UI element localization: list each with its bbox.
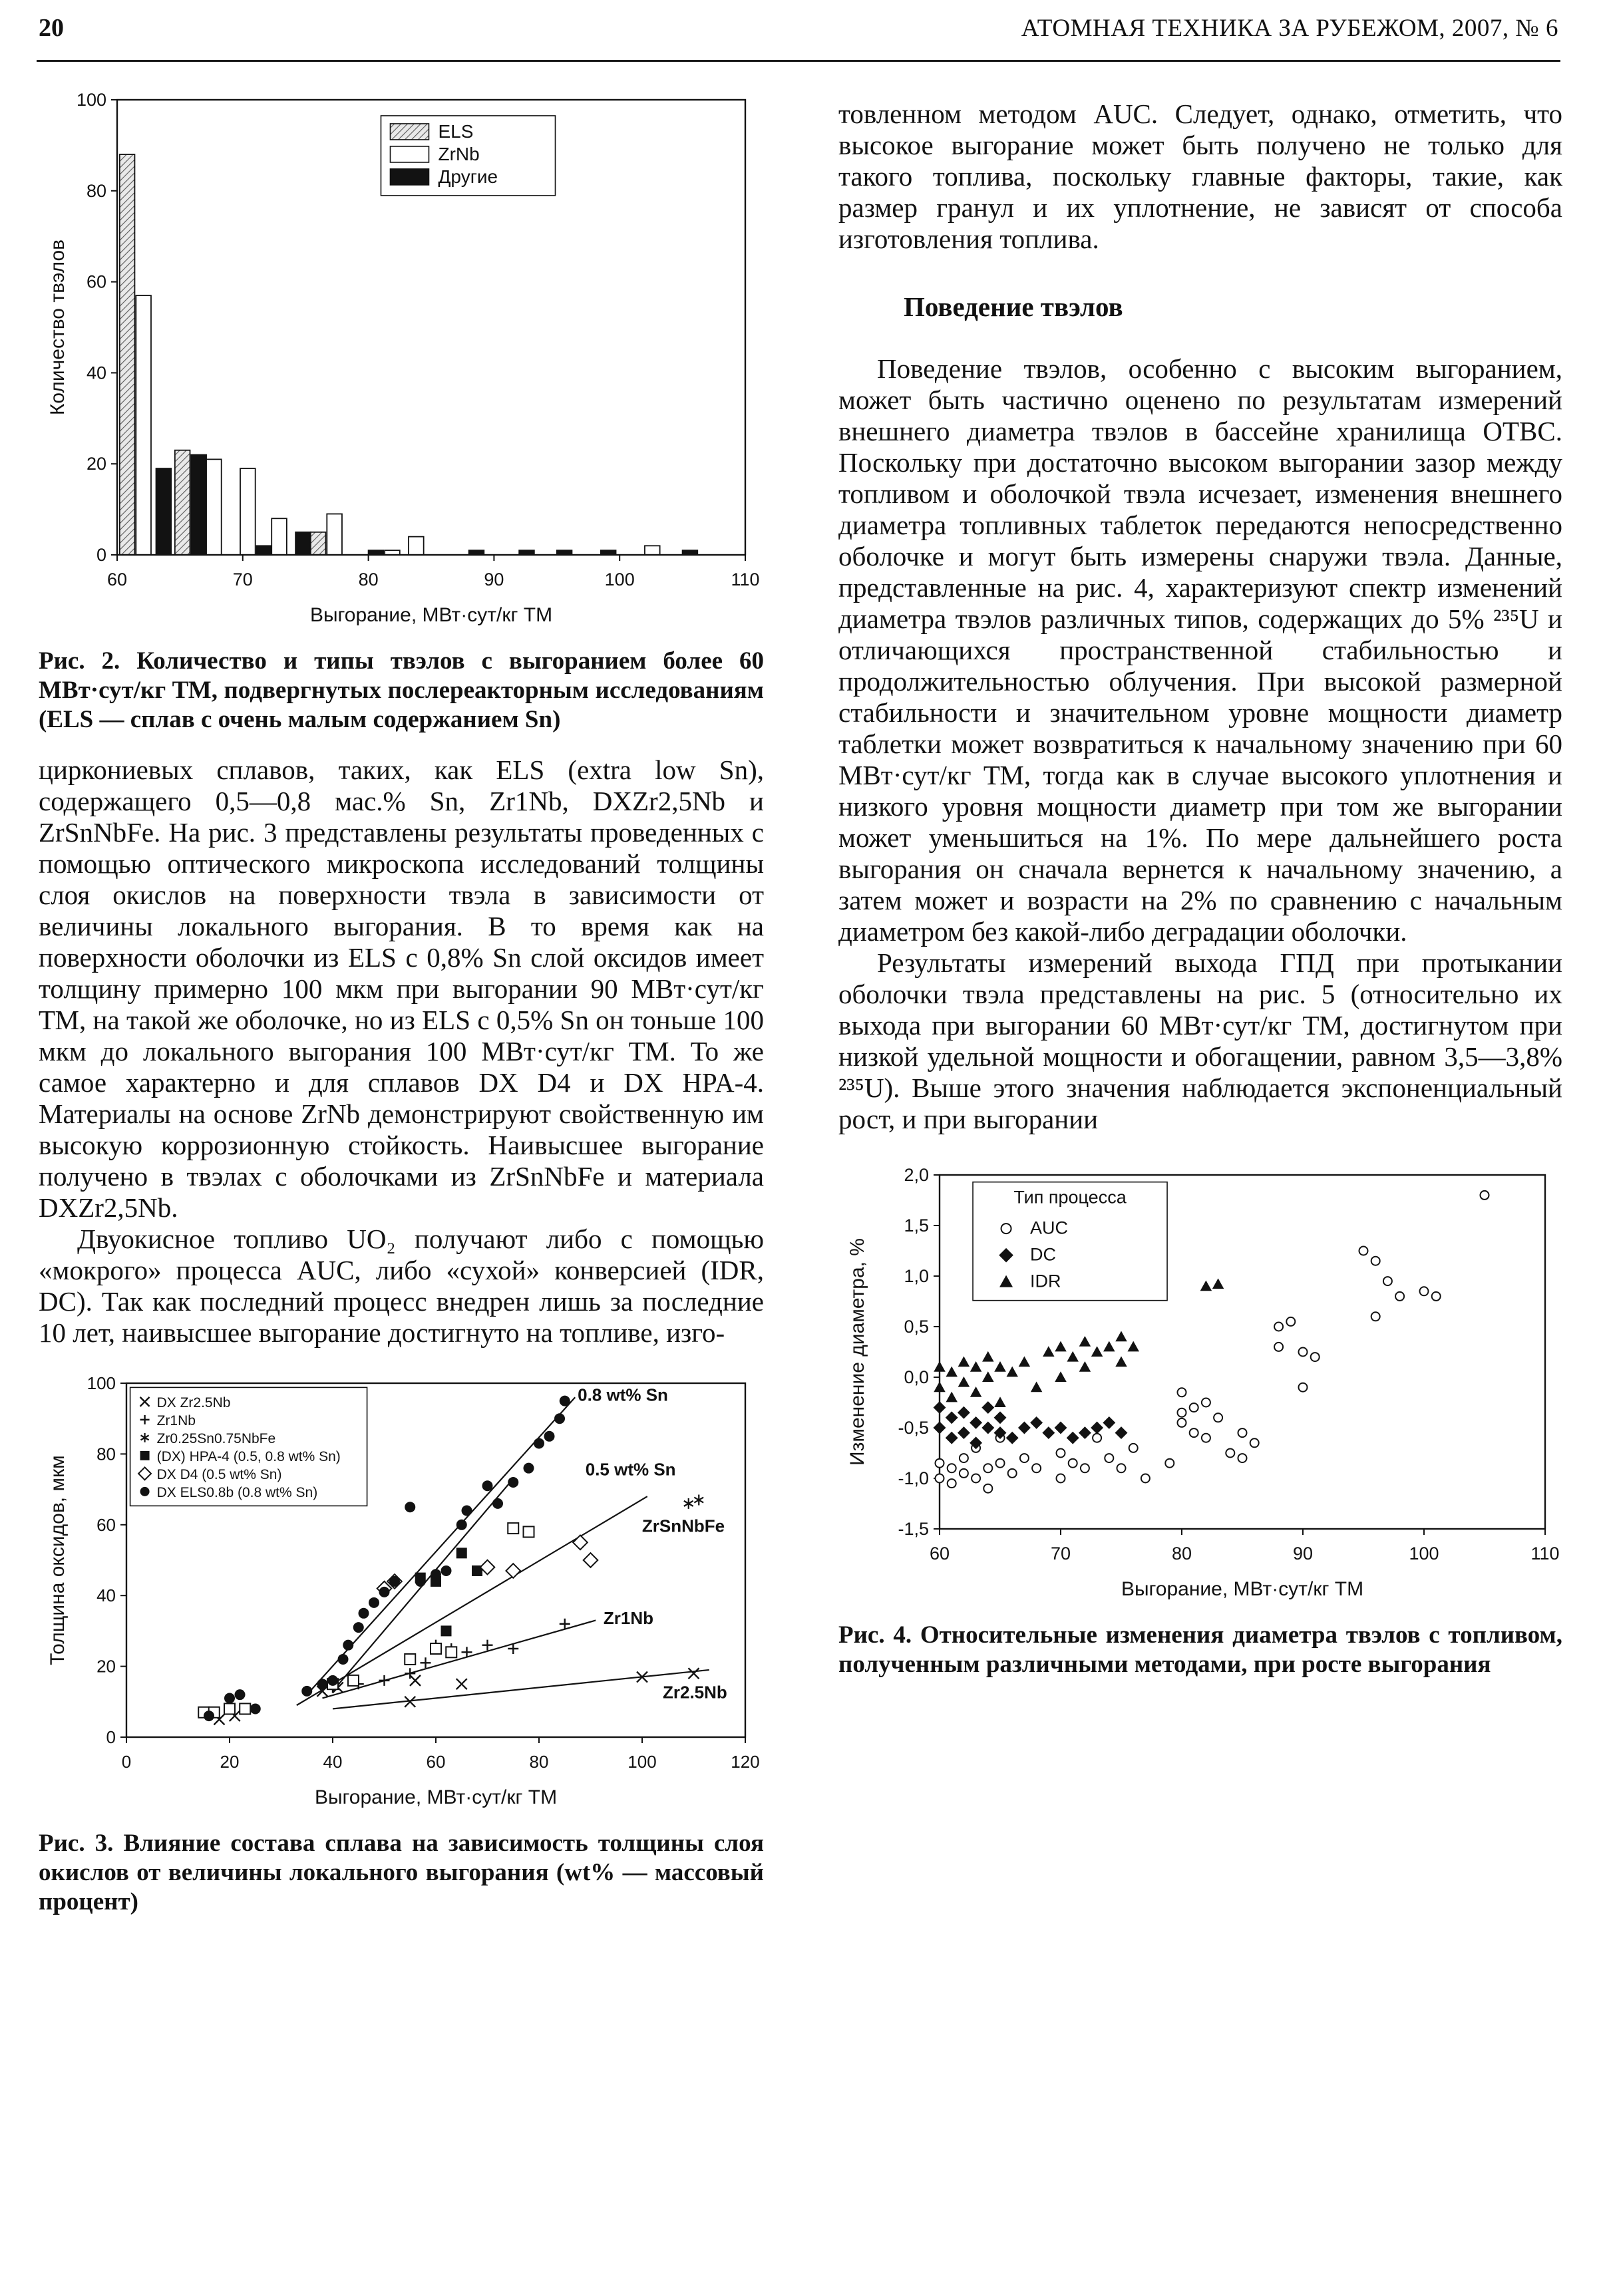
marker-filled-circle bbox=[359, 1608, 369, 1619]
y-axis-label: Толщина оксидов, мкм bbox=[47, 1455, 69, 1665]
marker-filled-circle bbox=[544, 1431, 555, 1442]
y-tick-label: 40 bbox=[96, 1585, 116, 1606]
section-heading: Поведение твэлов bbox=[904, 291, 1123, 322]
marker-filled-circle bbox=[554, 1413, 565, 1424]
fig2-bar-chart bbox=[39, 84, 764, 629]
marker-open-square bbox=[446, 1647, 456, 1657]
marker-open-circle bbox=[1202, 1434, 1210, 1442]
x-tick-label: 40 bbox=[323, 1752, 343, 1772]
marker-open-circle bbox=[1250, 1438, 1259, 1447]
marker-filled-circle bbox=[462, 1506, 472, 1516]
marker-filled-triangle bbox=[946, 1367, 958, 1377]
body-paragraph: циркониевых сплавов, таких, как ELS (extra low Sn), содержащего 0,5—0,8 мас.% Sn, Zr1Nb, DXZr2,5Nb и ZrSnNbFe. На рис. 3 представлены результаты проведенных с помощью оптического микроскопа исследований толщины слоя окислов на поверхности твэла в зависимости от величины локального выгорания. В то время как на поверхности оболочки из ELS с 0,8% Sn слой оксидов имеет толщину примерно 100 мкм при выгорании 90 МВт·сут/кг ТМ, на такой же оболочке, но из ELS с 0,5% Sn он тоньше 100 мкм до локального выгорания 100 МВт·сут/кг ТМ. То же самое характерно и для сплавов DX D4 и DX HPA-4. Материалы на основе ZrNb демонстрируют свойственную им высокую коррозионную стойкость. Наивысшее выгорание получено в твэлах с оболочками из ZrSnNbFe и материала DXZr2,5Nb. bbox=[39, 754, 764, 1223]
marker-open-circle bbox=[1032, 1464, 1041, 1472]
annotation: 0.5 wt% Sn bbox=[585, 1459, 676, 1480]
marker-open-circle bbox=[983, 1484, 992, 1493]
marker-star bbox=[694, 1495, 703, 1506]
marker-filled-circle bbox=[508, 1477, 518, 1488]
marker-open-circle bbox=[1420, 1287, 1429, 1295]
marker-open-circle bbox=[1178, 1418, 1186, 1427]
y-tick-label: -1,5 bbox=[898, 1519, 929, 1539]
marker-filled-triangle bbox=[1091, 1346, 1103, 1357]
marker-filled-diamond bbox=[981, 1422, 994, 1434]
marker-open-circle bbox=[1299, 1383, 1308, 1392]
legend-label: DX ELS0.8b (0.8 wt% Sn) bbox=[156, 1484, 318, 1500]
marker-filled-circle bbox=[405, 1502, 415, 1512]
marker-filled-circle bbox=[140, 1487, 150, 1496]
marker-open-circle bbox=[1311, 1353, 1320, 1361]
marker-filled-circle bbox=[441, 1565, 452, 1576]
bar bbox=[136, 295, 151, 555]
marker-open-circle bbox=[1432, 1292, 1441, 1301]
y-tick-label: 80 bbox=[96, 1444, 116, 1464]
marker-open-circle bbox=[960, 1454, 968, 1462]
marker-open-diamond bbox=[573, 1536, 588, 1550]
legend-swatch bbox=[390, 169, 429, 185]
marker-open-circle bbox=[1117, 1464, 1126, 1472]
y-tick-label: 0 bbox=[96, 545, 106, 565]
marker-open-circle bbox=[936, 1474, 944, 1483]
marker-open-square bbox=[431, 1643, 441, 1654]
annotation: 0.8 wt% Sn bbox=[578, 1385, 668, 1405]
marker-filled-circle bbox=[301, 1686, 312, 1697]
marker-open-circle bbox=[1238, 1428, 1247, 1437]
marker-open-circle bbox=[1481, 1191, 1489, 1200]
legend-label: IDR bbox=[1030, 1271, 1061, 1291]
marker-filled-triangle bbox=[1200, 1280, 1212, 1291]
marker-filled-diamond bbox=[1091, 1422, 1103, 1434]
marker-filled-triangle bbox=[958, 1356, 970, 1367]
legend-label: ZrNb bbox=[438, 143, 480, 164]
marker-filled-circle bbox=[534, 1438, 544, 1448]
x-tick-label: 100 bbox=[627, 1752, 657, 1772]
marker-filled-diamond bbox=[970, 1416, 982, 1429]
bar bbox=[191, 455, 206, 555]
marker-open-circle bbox=[1020, 1454, 1029, 1462]
marker-star bbox=[684, 1498, 693, 1509]
annotation: ZrSnNbFe bbox=[641, 1516, 725, 1536]
legend-label: ELS bbox=[438, 120, 474, 142]
marker-open-circle bbox=[1008, 1469, 1017, 1478]
x-tick-label: 70 bbox=[1050, 1544, 1071, 1563]
marker-filled-diamond bbox=[1103, 1416, 1115, 1429]
y-tick-label: 1,0 bbox=[904, 1266, 929, 1286]
y-tick-label: -1,0 bbox=[898, 1468, 929, 1488]
bar bbox=[120, 154, 135, 555]
bar bbox=[295, 532, 311, 555]
marker-open-circle bbox=[1069, 1459, 1077, 1468]
marker-filled-triangle bbox=[1067, 1351, 1079, 1362]
marker-filled-circle bbox=[327, 1675, 338, 1686]
marker-filled-triangle bbox=[1055, 1341, 1067, 1352]
marker-filled-triangle bbox=[1055, 1371, 1067, 1382]
y-tick-label: 100 bbox=[87, 1373, 116, 1393]
marker-filled-circle bbox=[379, 1587, 390, 1597]
x-tick-label: 120 bbox=[731, 1752, 760, 1772]
marker-filled-triangle bbox=[934, 1381, 946, 1392]
marker-filled-circle bbox=[415, 1576, 426, 1587]
page-header bbox=[39, 13, 1558, 43]
marker-filled-triangle bbox=[1127, 1341, 1139, 1352]
bar bbox=[327, 514, 342, 555]
marker-filled-diamond bbox=[1055, 1422, 1067, 1434]
marker-x bbox=[410, 1675, 421, 1686]
bar bbox=[206, 459, 222, 555]
marker-open-circle bbox=[1001, 1224, 1011, 1233]
marker-filled-circle bbox=[482, 1480, 493, 1491]
marker-filled-circle bbox=[250, 1703, 261, 1714]
marker-open-circle bbox=[960, 1469, 968, 1478]
marker-filled-circle bbox=[456, 1520, 467, 1530]
marker-open-circle bbox=[948, 1464, 956, 1472]
bar bbox=[409, 537, 424, 555]
x-tick-label: 60 bbox=[426, 1752, 446, 1772]
marker-plus bbox=[421, 1657, 431, 1668]
journal-title: АТОМНАЯ ТЕХНИКА ЗА РУБЕЖОМ, 2007, № 6 bbox=[1021, 15, 1558, 42]
marker-filled-diamond bbox=[1018, 1422, 1031, 1434]
marker-filled-diamond bbox=[1067, 1432, 1079, 1444]
marker-filled-triangle bbox=[970, 1387, 982, 1397]
marker-filled-triangle bbox=[1079, 1361, 1091, 1372]
marker-plus bbox=[405, 1668, 415, 1679]
marker-filled-diamond bbox=[934, 1422, 946, 1434]
marker-plus bbox=[482, 1640, 493, 1651]
marker-open-square bbox=[405, 1654, 415, 1665]
marker-open-circle bbox=[1238, 1454, 1247, 1462]
page-number: 20 bbox=[39, 14, 64, 42]
legend-label: Zr1Nb bbox=[156, 1412, 196, 1428]
marker-open-circle bbox=[1057, 1474, 1065, 1483]
marker-open-circle bbox=[1165, 1459, 1174, 1468]
bar bbox=[271, 518, 287, 555]
marker-filled-diamond bbox=[958, 1426, 970, 1439]
marker-filled-square bbox=[456, 1548, 467, 1558]
marker-filled-diamond bbox=[1030, 1416, 1043, 1429]
marker-filled-triangle bbox=[1031, 1381, 1043, 1392]
marker-open-circle bbox=[1371, 1312, 1380, 1321]
x-tick-label: 90 bbox=[484, 570, 504, 589]
marker-open-circle bbox=[948, 1479, 956, 1488]
marker-filled-diamond bbox=[946, 1432, 958, 1444]
body-paragraph: Двуокисное топливо UO₂ получают либо с помощью «мокрого» процесса AUC, либо «сухой» конверсией (IDR, DC). Так как последний процесс внедрен лишь за последние 10 лет, наивысшее выгорание достигнуто на топливе, изго- bbox=[39, 1224, 764, 1348]
marker-open-circle bbox=[936, 1459, 944, 1468]
x-tick-label: 90 bbox=[1292, 1544, 1314, 1563]
marker-filled-circle bbox=[235, 1689, 246, 1700]
marker-filled-triangle bbox=[1019, 1356, 1031, 1367]
marker-x bbox=[456, 1679, 467, 1689]
bar bbox=[240, 468, 256, 555]
x-tick-label: 0 bbox=[121, 1752, 132, 1772]
marker-filled-diamond bbox=[946, 1411, 958, 1424]
legend-label: (DX) HPA-4 (0.5, 0.8 wt% Sn) bbox=[156, 1448, 341, 1464]
body-paragraph: товленном методом AUC. Следует, однако, отметить, что высокое выгорание может быть получено не только для такого топлива, поскольку главные факторы, такие, как размер гранул и их уплотнение, не зависят от способа изготовления топлива. bbox=[838, 98, 1562, 254]
marker-open-circle bbox=[1214, 1413, 1222, 1422]
marker-filled-circle bbox=[369, 1597, 379, 1608]
legend-title: Тип процесса bbox=[1013, 1187, 1127, 1208]
y-tick-label: 0,5 bbox=[904, 1317, 929, 1337]
marker-filled-circle bbox=[560, 1396, 570, 1406]
legend-label: DX D4 (0.5 wt% Sn) bbox=[156, 1466, 282, 1482]
marker-open-circle bbox=[983, 1464, 992, 1472]
marker-filled-circle bbox=[343, 1640, 353, 1651]
x-axis-label: Выгорание, МВт·сут/кг ТМ bbox=[309, 604, 553, 626]
y-tick-label: 0,0 bbox=[904, 1367, 929, 1387]
x-axis-label: Выгорание, МВт·сут/кг ТМ bbox=[314, 1786, 558, 1808]
header-rule bbox=[37, 60, 1560, 62]
x-tick-label: 100 bbox=[604, 570, 635, 589]
marker-filled-circle bbox=[431, 1569, 441, 1579]
marker-open-square bbox=[508, 1523, 518, 1534]
marker-open-square bbox=[240, 1703, 250, 1714]
marker-filled-circle bbox=[317, 1679, 328, 1689]
marker-open-circle bbox=[1286, 1317, 1295, 1326]
marker-open-circle bbox=[1383, 1277, 1392, 1285]
marker-filled-circle bbox=[524, 1463, 534, 1474]
x-tick-label: 100 bbox=[1409, 1544, 1439, 1563]
marker-filled-triangle bbox=[946, 1392, 958, 1402]
marker-open-circle bbox=[1359, 1247, 1368, 1255]
legend-swatch bbox=[390, 146, 429, 162]
body-paragraph: Поведение твэлов, особенно с высоким выгоранием, может быть частично оценено по результатам измерений внешнего диаметра твэлов в бассейне хранилища ОТВС. Поскольку при достаточно высоком выгорании зазор между топливом и оболочкой твэла исчезает, изменения внешнего диаметра топливных таблеток передаются непосредственно оболочке и могут быть измерены снаружи твэла. Данные, представленные на рис. 4, характеризуют спектр изменений диаметра твэлов различных типов, содержащих до 5% ²³⁵U и отличающихся пространственной стабильностью и продолжительностью облучения. При высокой размерной стабильности и значительном уровне мощности диаметр таблетки может возвратиться к начальному значению при 60 МВт·сут/кг ТМ, тогда как в случае высокого уплотнения и низкого уровня мощности диаметр при том же выгорании может уменьшиться на 1%. По мере дальнейшего роста выгорания он сначала вернется к начальному значению, а затем может и возрасти на 2% по сравнению с начальным диаметром без какой-либо деградации оболочки. bbox=[838, 353, 1562, 947]
marker-filled-triangle bbox=[1043, 1346, 1055, 1357]
legend-label: AUC bbox=[1030, 1218, 1069, 1238]
x-tick-label: 110 bbox=[1530, 1544, 1560, 1563]
y-tick-label: 20 bbox=[86, 454, 106, 474]
marker-open-circle bbox=[1274, 1343, 1283, 1351]
y-axis-label: Количество твэлов bbox=[47, 239, 69, 416]
marker-open-circle bbox=[1178, 1388, 1186, 1396]
x-tick-label: 80 bbox=[358, 570, 379, 589]
bar bbox=[175, 450, 190, 555]
marker-filled-circle bbox=[204, 1711, 214, 1721]
marker-plus bbox=[379, 1675, 390, 1686]
marker-open-circle bbox=[1081, 1464, 1089, 1472]
marker-filled-triangle bbox=[982, 1371, 994, 1382]
marker-open-square bbox=[348, 1675, 359, 1686]
left-column bbox=[39, 84, 764, 1937]
legend-label: Другие bbox=[438, 166, 498, 187]
y-tick-label: 100 bbox=[76, 90, 106, 110]
trend-line bbox=[333, 1670, 709, 1709]
marker-filled-circle bbox=[224, 1693, 235, 1703]
legend-label: DX Zr2.5Nb bbox=[156, 1394, 231, 1410]
fig4-scatter-chart bbox=[838, 1164, 1564, 1603]
marker-filled-diamond bbox=[1115, 1426, 1128, 1439]
marker-open-circle bbox=[1093, 1434, 1101, 1442]
marker-filled-triangle bbox=[1115, 1331, 1127, 1341]
marker-filled-square bbox=[140, 1451, 150, 1460]
x-tick-label: 110 bbox=[731, 570, 760, 589]
y-tick-label: 60 bbox=[86, 271, 106, 292]
marker-open-circle bbox=[1299, 1348, 1308, 1357]
marker-open-circle bbox=[972, 1474, 980, 1483]
marker-open-circle bbox=[1190, 1403, 1198, 1412]
x-tick-label: 70 bbox=[232, 570, 253, 589]
marker-filled-triangle bbox=[994, 1396, 1006, 1407]
marker-filled-square bbox=[441, 1625, 452, 1636]
marker-filled-diamond bbox=[958, 1406, 970, 1419]
marker-x bbox=[689, 1668, 699, 1679]
marker-open-circle bbox=[1202, 1398, 1210, 1407]
annotation: Zr1Nb bbox=[603, 1607, 653, 1628]
x-tick-label: 60 bbox=[929, 1544, 950, 1563]
y-tick-label: 1,5 bbox=[904, 1216, 929, 1235]
right-column bbox=[838, 98, 1562, 1699]
marker-open-circle bbox=[1395, 1292, 1404, 1301]
marker-filled-circle bbox=[338, 1654, 349, 1665]
bar bbox=[257, 546, 272, 555]
marker-open-circle bbox=[1057, 1449, 1065, 1458]
marker-filled-triangle bbox=[958, 1377, 970, 1387]
y-tick-label: -0,5 bbox=[898, 1418, 929, 1438]
bar bbox=[645, 546, 660, 555]
marker-open-circle bbox=[1141, 1474, 1150, 1483]
fig2-caption: Рис. 2. Количество и типы твэлов с выгоранием более 60 МВт·сут/кг ТМ, подвергнутых послереакторным исследованиям (ELS — сплав с очень малым содержанием Sn) bbox=[39, 647, 764, 733]
marker-open-circle bbox=[996, 1459, 1005, 1468]
marker-open-circle bbox=[1178, 1408, 1186, 1417]
marker-filled-triangle bbox=[994, 1361, 1006, 1372]
marker-open-circle bbox=[1226, 1449, 1234, 1458]
marker-filled-circle bbox=[353, 1622, 364, 1633]
bar bbox=[311, 532, 326, 555]
marker-filled-triangle bbox=[1212, 1278, 1224, 1289]
marker-open-diamond bbox=[584, 1553, 598, 1567]
legend-label: DC bbox=[1030, 1244, 1057, 1265]
fig4-caption: Рис. 4. Относительные изменения диаметра твэлов с топливом, полученным различными методами, при росте выгорания bbox=[838, 1621, 1562, 1678]
x-tick-label: 80 bbox=[529, 1752, 549, 1772]
marker-filled-triangle bbox=[1006, 1367, 1018, 1377]
marker-filled-triangle bbox=[970, 1361, 982, 1372]
marker-filled-triangle bbox=[1115, 1356, 1127, 1367]
marker-open-circle bbox=[1371, 1257, 1380, 1265]
marker-filled-circle bbox=[389, 1576, 400, 1587]
marker-open-square bbox=[224, 1703, 235, 1714]
marker-filled-triangle bbox=[934, 1361, 946, 1372]
marker-filled-diamond bbox=[934, 1401, 946, 1414]
legend-swatch bbox=[390, 124, 429, 140]
y-tick-label: 80 bbox=[86, 180, 106, 201]
marker-filled-diamond bbox=[981, 1401, 994, 1414]
y-axis-label: Изменение диаметра, % bbox=[846, 1238, 868, 1466]
marker-open-circle bbox=[1129, 1444, 1138, 1452]
fig3-caption: Рис. 3. Влияние состава сплава на зависимость толщины слоя окислов от величины локального выгорания (wt% — массовый процент) bbox=[39, 1830, 764, 1915]
x-axis-label: Выгорание, МВт·сут/кг ТМ bbox=[1121, 1578, 1364, 1600]
y-tick-label: 60 bbox=[96, 1514, 116, 1535]
marker-filled-diamond bbox=[1006, 1432, 1019, 1444]
marker-filled-diamond bbox=[1042, 1426, 1055, 1439]
marker-open-circle bbox=[1274, 1323, 1283, 1331]
x-tick-label: 20 bbox=[220, 1752, 240, 1772]
y-tick-label: 2,0 bbox=[904, 1165, 929, 1185]
marker-filled-diamond bbox=[994, 1411, 1007, 1424]
marker-open-circle bbox=[1105, 1454, 1113, 1462]
marker-open-diamond bbox=[506, 1563, 520, 1578]
marker-open-circle bbox=[1190, 1428, 1198, 1437]
bar bbox=[156, 468, 172, 555]
marker-filled-triangle bbox=[982, 1351, 994, 1362]
y-tick-label: 20 bbox=[96, 1656, 116, 1677]
marker-filled-diamond bbox=[1079, 1426, 1091, 1439]
y-tick-label: 40 bbox=[86, 363, 106, 383]
fig3-scatter-chart bbox=[39, 1373, 764, 1812]
y-tick-label: 0 bbox=[106, 1727, 116, 1747]
x-tick-label: 80 bbox=[1171, 1544, 1192, 1563]
legend-label: Zr0.25Sn0.75NbFe bbox=[156, 1430, 276, 1446]
marker-filled-circle bbox=[492, 1498, 503, 1509]
marker-open-square bbox=[524, 1526, 534, 1537]
marker-filled-triangle bbox=[1103, 1341, 1115, 1352]
annotation: Zr2.5Nb bbox=[663, 1682, 727, 1703]
body-paragraph: Результаты измерений выхода ГПД при протыкании оболочки твэла представлены на рис. 5 (относительно их выхода при выгорании 60 МВт·сут/кг ТМ, достигнутом при низкой удельной мощности и обогащении, равном 3,5—3,8% ²³⁵U). Выше этого значения наблюдается экспоненциальный рост, и при выгорании bbox=[838, 947, 1562, 1134]
marker-filled-triangle bbox=[1079, 1336, 1091, 1347]
x-tick-label: 60 bbox=[106, 570, 128, 589]
